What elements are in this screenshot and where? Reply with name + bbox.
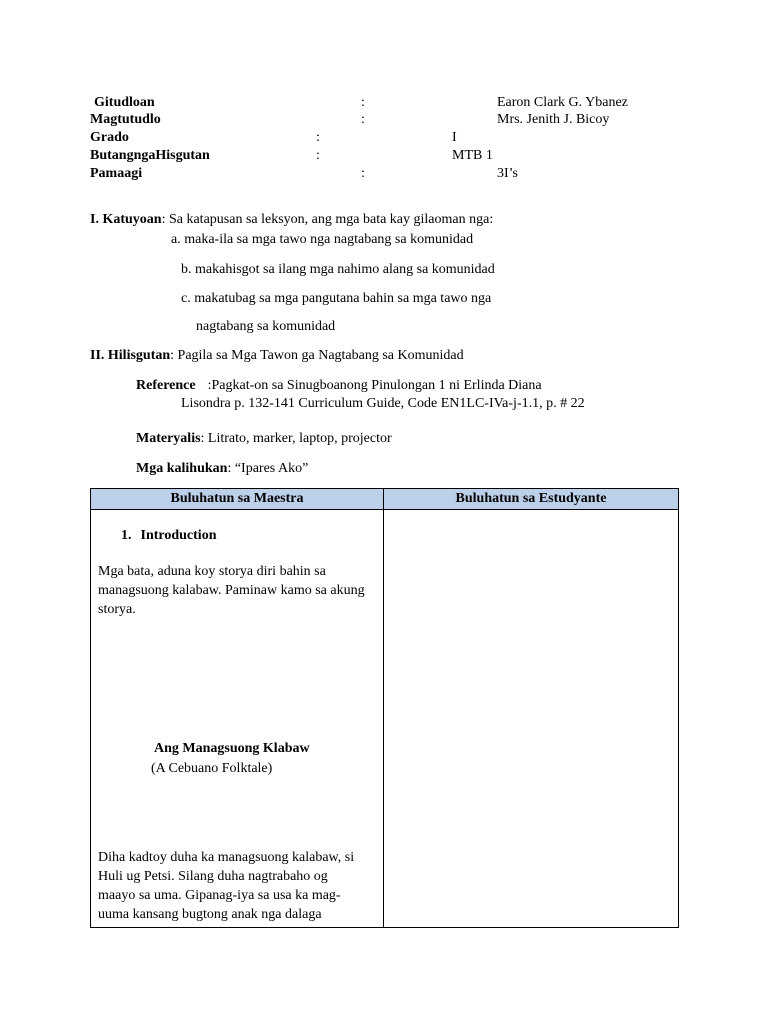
- label-butang: ButangngaHisgutan: [90, 148, 210, 163]
- value-butang: MTB 1: [452, 148, 493, 163]
- subject-text: : Pagila sa Mga Tawon ga Nagtabang sa Komunidad: [170, 348, 464, 363]
- objective-item-b: b. makahisgot sa ilang mga nahimo alang sa komunidad: [181, 262, 495, 277]
- reference-text: :Pagkat-on sa Sinugboanong Pinulongan 1 ni Erlinda Diana: [207, 378, 542, 393]
- step-number: 1.: [121, 528, 132, 543]
- label-pamaagi: Pamaagi: [90, 166, 143, 181]
- story-title: Ang Managsuong Klabaw: [154, 741, 310, 756]
- activity-text: : “Ipares Ako”: [227, 461, 309, 476]
- reference-line: [136, 378, 542, 394]
- value-grado: I: [452, 130, 457, 145]
- label-magtutudlo: Magtutudlo: [90, 112, 161, 127]
- objectives-heading: I. Katuyoan: [90, 212, 162, 227]
- intro-paragraph: Mga bata, aduna koy storya diri bahin sa managsuong kalabaw. Paminaw kamo sa akung storya.: [98, 564, 365, 617]
- label-grado: Grado: [90, 130, 129, 145]
- materials-text: : Litrato, marker, laptop, projector: [200, 431, 392, 446]
- header-student: Buluhatun sa Estudyante: [384, 489, 679, 510]
- sep-butang: :: [316, 148, 320, 163]
- objective-item-c-cont: nagtabang sa komunidad: [196, 319, 336, 334]
- objective-item-a: a. maka-ila sa mga tawo nga nagtabang sa komunidad: [171, 232, 474, 247]
- lesson-plan-table: [90, 488, 679, 928]
- sep-gitudloan: :: [361, 95, 365, 110]
- student-cell: [384, 510, 679, 928]
- teacher-cell: [91, 510, 384, 928]
- sep-pamaagi: :: [361, 166, 365, 181]
- materials-label: Materyalis: [136, 431, 201, 446]
- value-gitudloan: Earon Clark G. Ybanez: [497, 95, 628, 110]
- value-pamaagi: 3I’s: [497, 166, 518, 181]
- activity-label: Mga kalihukan: [136, 461, 228, 476]
- subject-heading: II. Hilisgutan: [90, 348, 171, 363]
- step-title: Introduction: [140, 528, 217, 543]
- table-row: [91, 510, 679, 928]
- label-gitudloan: Gitudloan: [94, 95, 155, 110]
- step-heading: [121, 528, 216, 544]
- reference-label: Reference: [136, 378, 196, 393]
- table-header-row: [91, 489, 679, 510]
- materials-line: [136, 431, 392, 447]
- objectives-intro: : Sa katapusan sa leksyon, ang mga bata kay gilaoman nga:: [161, 212, 494, 227]
- story-subtitle: (A Cebuano Folktale): [151, 761, 273, 776]
- sep-magtutudlo: :: [361, 112, 365, 127]
- value-magtutudlo: Mrs. Jenith J. Bicoy: [497, 112, 610, 127]
- story-paragraph: Diha kadtoy duha ka managsuong kalabaw, si Huli ug Petsi. Silang duha nagtrabaho og maayo sa uma. Gipanag-iya sa usa ka mag-uuma kansang bugtong anak nga dalaga: [98, 850, 355, 922]
- subject-line: [90, 348, 464, 364]
- objectives-line: [90, 212, 493, 228]
- reference-text-cont: Lisondra p. 132-141 Curriculum Guide, Code EN1LC-IVa-j-1.1, p. # 22: [181, 396, 585, 411]
- objective-item-c: c. makatubag sa mga pangutana bahin sa mga tawo nga: [181, 291, 492, 306]
- activity-line: [136, 461, 308, 477]
- sep-grado: :: [316, 130, 320, 145]
- header-teacher: Buluhatun sa Maestra: [91, 489, 384, 510]
